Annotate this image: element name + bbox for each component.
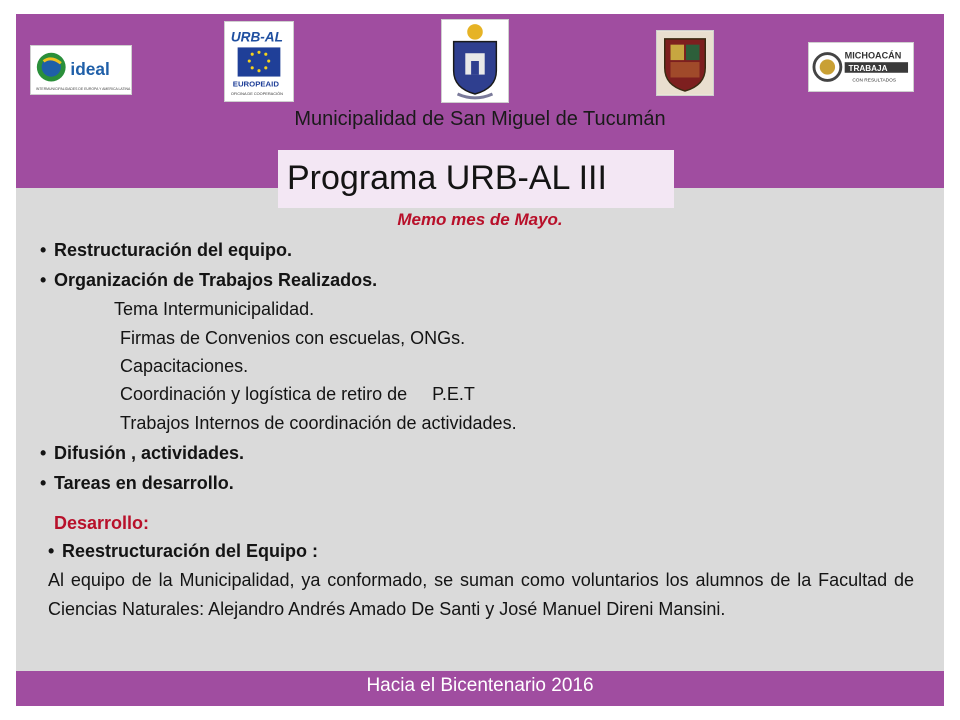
michoacan-text: MICHOACÁN bbox=[844, 50, 902, 61]
development-label: Desarrollo: bbox=[54, 513, 150, 533]
ideal-logo-tagline: INTERMUNICIPALIDADES DE EUROPA Y AMERICA LATINA bbox=[35, 87, 131, 92]
development-bullet-text: Reestructuración del Equipo : bbox=[62, 541, 319, 561]
coat-of-arms-icon bbox=[657, 31, 713, 95]
page-title: Programa URB-AL III bbox=[287, 159, 607, 197]
development-paragraph: Al equipo de la Municipalidad, ya conformado, se suman como voluntarios los alumnos de la Facultad de Ciencias Naturales: Alejandro Andrés Amado De Santi y José Manuel Direni Mansini. bbox=[48, 570, 914, 619]
bullet-icon: • bbox=[40, 473, 47, 493]
list-item bbox=[40, 473, 234, 494]
ideal-logo bbox=[30, 45, 132, 95]
con-resultados-text: CON RESULTADOS bbox=[852, 78, 897, 84]
municipality-name: Municipalidad de San Miguel de Tucumán bbox=[294, 108, 666, 130]
bullet-icon: • bbox=[40, 270, 47, 290]
urbal-text: URB-AL bbox=[230, 29, 283, 45]
sub-item: Trabajos Internos de coordinación de actividades. bbox=[120, 413, 517, 433]
oficina-text: OFICINA DE COOPERACIÓN bbox=[230, 91, 283, 97]
list-item-text: Organización de Trabajos Realizados. bbox=[54, 270, 378, 290]
title-box bbox=[278, 150, 674, 208]
sub-heading: Tema Intermunicipalidad. bbox=[114, 299, 315, 319]
europeaid-text: EUROPEAID bbox=[232, 79, 279, 89]
michoacan-trabaja-logo bbox=[808, 42, 914, 92]
sub-item: Coordinación y logística de retiro de P.E.T bbox=[120, 384, 475, 404]
coat-of-arms-icon bbox=[442, 20, 508, 102]
list-item bbox=[40, 443, 244, 464]
list-item bbox=[40, 240, 292, 261]
development-bullet bbox=[48, 541, 318, 562]
list-item-text: Tareas en desarrollo. bbox=[54, 473, 234, 493]
bullet-icon: • bbox=[48, 541, 55, 561]
list-item-text: Difusión , actividades. bbox=[54, 443, 245, 463]
memo-subtitle: Memo mes de Mayo. bbox=[397, 210, 563, 229]
trabaja-text: TRABAJA bbox=[848, 63, 888, 73]
list-item bbox=[40, 270, 377, 291]
sub-item: Capacitaciones. bbox=[120, 356, 249, 376]
ideal-logo-text: ideal bbox=[70, 58, 110, 79]
urbal-europeaid-logo bbox=[224, 21, 294, 102]
michoacan-crest bbox=[656, 30, 714, 96]
sub-item: Firmas de Convenios con escuelas, ONGs. bbox=[120, 328, 466, 348]
bullet-icon: • bbox=[40, 240, 47, 260]
tucuman-crest bbox=[441, 19, 509, 103]
list-item-text: Restructuración del equipo. bbox=[54, 240, 293, 260]
footer-text: Hacia el Bicentenario 2016 bbox=[366, 675, 594, 696]
bullet-icon: • bbox=[40, 443, 47, 463]
